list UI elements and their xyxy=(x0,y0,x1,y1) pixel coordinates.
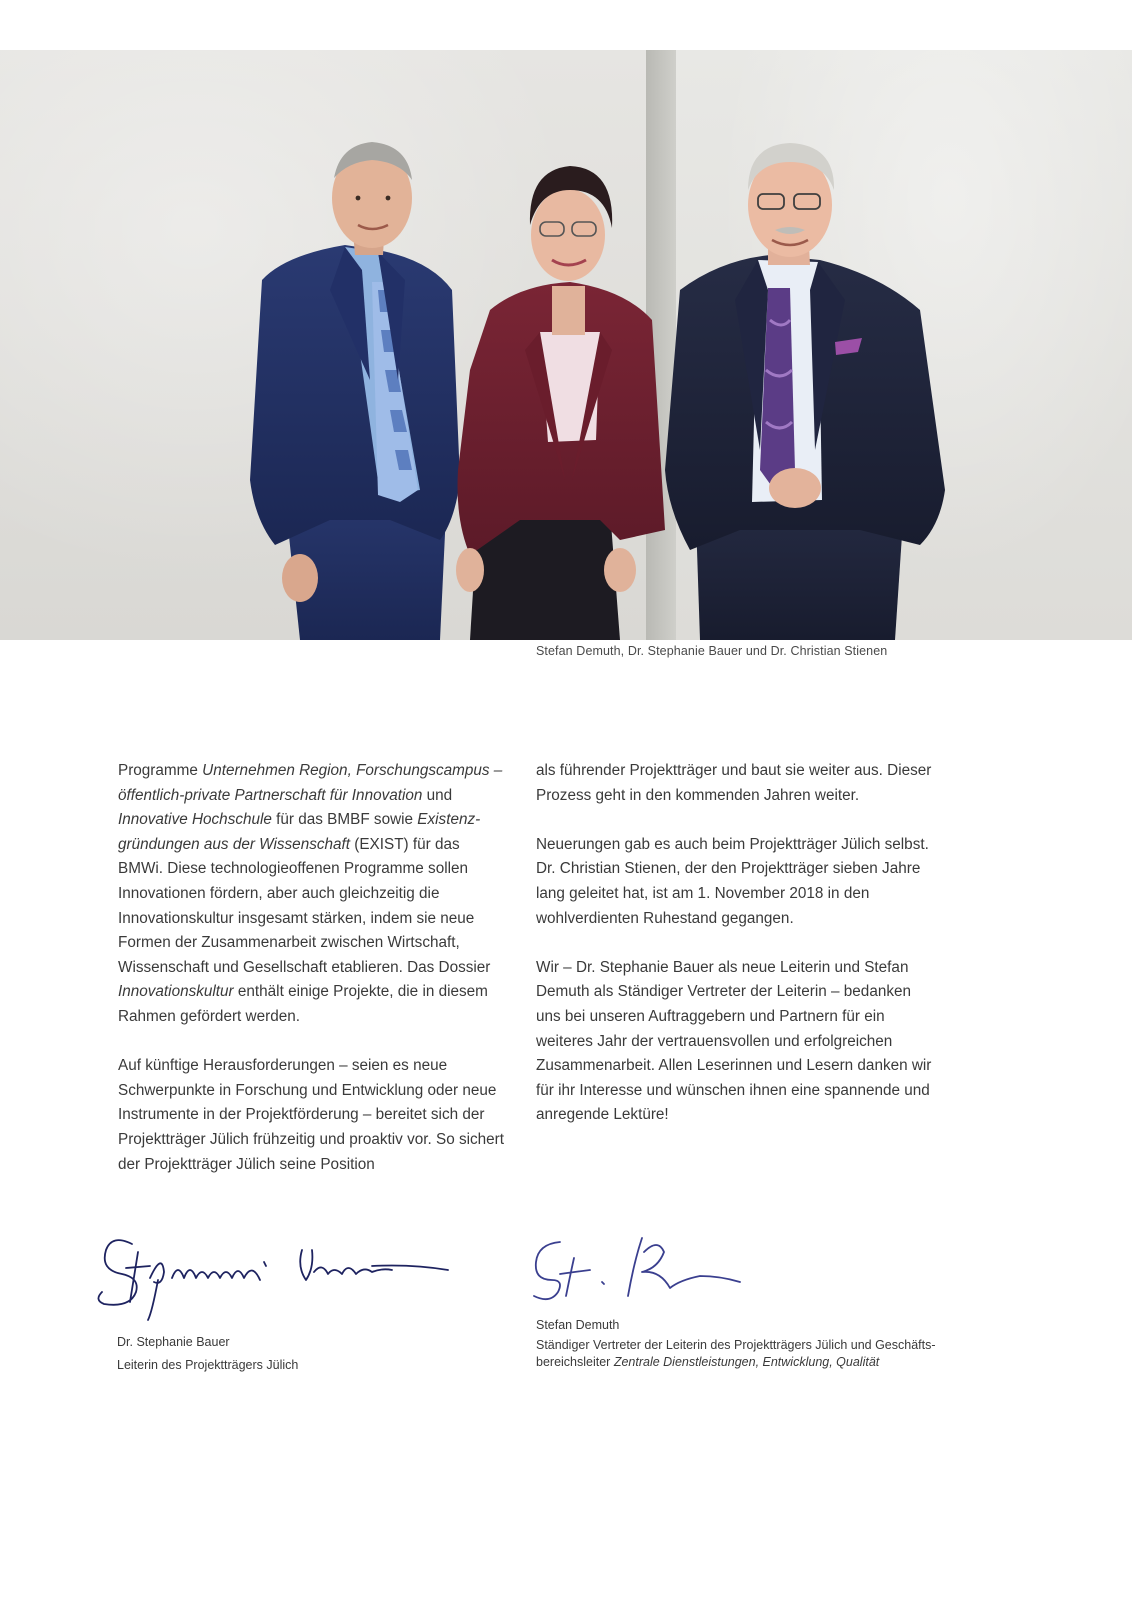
text-column-right xyxy=(536,759,936,1153)
text-run: für das BMBF sowie xyxy=(271,811,418,829)
text-run: enthält einige Projekte, die in diesem Rahmen gefördert werden. xyxy=(118,983,488,1025)
signatory-role-line2 xyxy=(536,1354,936,1371)
text-run: und xyxy=(422,786,453,804)
portrait-photo xyxy=(0,50,1132,640)
signature-bauer xyxy=(92,1222,472,1332)
text-run: (EXIST) für das BMWi. Diese technologieoffenen Programme sollen Innovationen fördern, aber auch gleichzeitig die Innovationskultur insgesamt stärken, indem sie neue Formen der Zusammenarbeit zwischen Wirtschaft, Wissenschaft und Gesellschaft etablieren. Das Dossier xyxy=(118,835,491,976)
paragraph xyxy=(118,759,508,1030)
signatory-name: Dr. Stephanie Bauer xyxy=(117,1335,230,1349)
text-column-left xyxy=(118,759,508,1202)
text-run: bereichsleiter xyxy=(536,1354,614,1369)
signatory-demuth xyxy=(536,1314,936,1371)
person-left xyxy=(250,142,460,640)
photo-caption: Stefan Demuth, Dr. Stephanie Bauer und Dr. Christian Stienen xyxy=(536,644,888,658)
paragraph: Neuerungen gab es auch beim Projektträger Jülich selbst. Dr. Christian Stienen, der den Projektträger sieben Jahre lang geleitet hat, ist am 1. November 2018 in den wohlverdienten Ruhestand gegangen. xyxy=(536,835,929,927)
signature-demuth xyxy=(530,1232,760,1307)
people-illustration xyxy=(0,50,1132,640)
text-run: Programme xyxy=(118,762,203,779)
person-right xyxy=(665,143,945,640)
person-middle xyxy=(456,166,665,640)
italic-department-name: Zentrale Dienstleistungen, Entwicklung, Qualität xyxy=(613,1354,880,1369)
paragraph: Auf künftige Herausforderungen – seien es neue Schwerpunkte in Forschung und Entwicklung oder neue Instrumente in der Projektförderung – bereitet sich der Projektträger Jülich frühzeitig und proaktiv vor. So sichert der Projektträger Jülich seine Position xyxy=(118,1057,504,1173)
signatory-role: Leiterin des Projektträgers Jülich xyxy=(117,1357,299,1372)
italic-dossier-name: Innovationskultur xyxy=(118,983,234,1001)
signatory-bauer xyxy=(117,1331,298,1376)
italic-program-name: Existenzgründungen aus der Wissenschaft xyxy=(118,811,481,853)
paragraph: Wir – Dr. Stephanie Bauer als neue Leiterin und Stefan Demuth als Ständiger Vertreter der Leiterin – bedanken uns bei unseren Auftraggebern und Partnern für ein weiteres Jahr der vertrauensvollen und erfolgreichen Zusammenarbeit. Allen Leserinnen und Lesern danken wir für ihr Interesse und wünschen ihnen eine spannende und anregende Lektüre! xyxy=(536,958,932,1124)
italic-program-name: Innovative Hochschule xyxy=(118,811,272,829)
italic-program-name: Unternehmen Region, Forschungscampus – öffentlich-private Partnerschaft für Innovation xyxy=(118,762,503,804)
paragraph: als führender Projektträger und baut sie weiter aus. Dieser Prozess geht in den kommenden Jahren weiter. xyxy=(536,762,932,804)
signatory-name: Stefan Demuth xyxy=(536,1318,620,1332)
signatory-role-line1: Ständiger Vertreter der Leiterin des Projektträgers Jülich und Geschäfts- xyxy=(536,1337,936,1352)
